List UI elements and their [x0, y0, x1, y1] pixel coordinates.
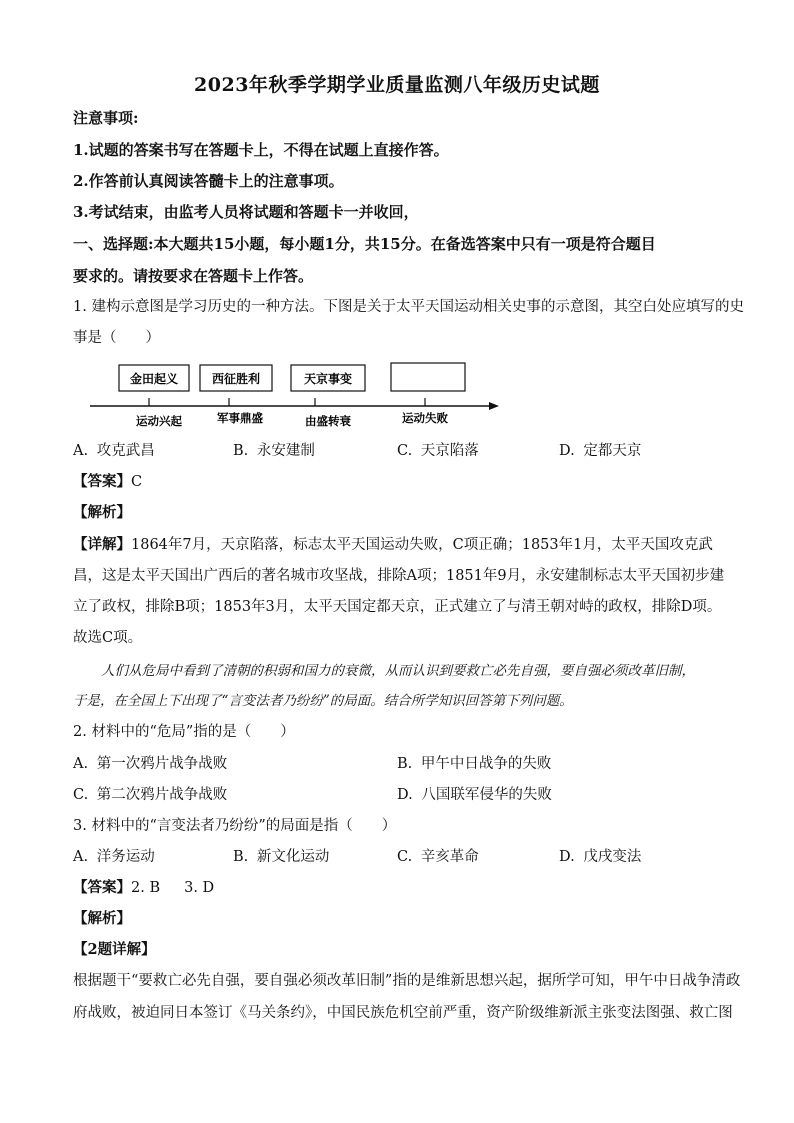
timeline-box-2 [200, 365, 272, 391]
section-heading-line-2: 要求的。请按要求在答题卡上作答。 [73, 267, 314, 285]
q3-option-c [397, 847, 479, 867]
option-letter: C. [73, 787, 89, 803]
q2-detail-line-1: 根据题干“要救亡必先自强，要自强必须改革旧制”指的是维新思想兴起，据所学可知，甲午中日战争清政 [73, 973, 741, 989]
notice-item-2: 2.作答前认真阅读答髓卡上的注意事项。 [73, 172, 344, 190]
q2-detail-line-2: 府战败，被迫同日本签订《马关条约》，中国民族危机空前严重，资产阶级维新派主张变法图强、救亡图 [73, 1005, 733, 1021]
answer-value: C [131, 474, 143, 490]
timeline-box-label-2: 西征胜利 [211, 372, 261, 386]
option-text: 八国联军侵华的失败 [421, 787, 552, 803]
q1-answer [73, 472, 723, 492]
q23-analysis-tag [73, 909, 723, 929]
q1-option-a [73, 441, 155, 461]
material-line-2: 于是，在全国上下出现了“言变法者乃纷纷”的局面。结合所学知识回答第下列问题。 [73, 693, 573, 709]
q1-option-b [233, 441, 315, 461]
q3-option-a [73, 847, 155, 867]
q23-answer [73, 878, 723, 898]
option-letter: D. [397, 787, 413, 803]
timeline-stage-2: 军事鼎盛 [217, 411, 263, 425]
timeline-diagram [85, 358, 505, 433]
option-text: 新文化运动 [256, 849, 330, 865]
option-text: 洋务运动 [96, 849, 155, 865]
option-text: 第一次鸦片战争战败 [96, 756, 228, 772]
q1-option-c [397, 441, 479, 461]
q2-option-b [397, 754, 551, 774]
page-title: 2023年秋季学期学业质量监测八年级历史试题 [194, 74, 600, 96]
q3-stem: 3. 材料中的“言变法者乃纷纷”的局面是指（ ） [73, 818, 397, 834]
q1-detail-line-4: 故选C项。 [73, 630, 143, 646]
timeline-stage-1: 运动兴起 [136, 414, 182, 428]
option-text: 第二次鸦片战争战败 [96, 787, 228, 803]
q2-stem: 2. 材料中的“危局”指的是（ ） [73, 724, 295, 740]
option-letter: D. [559, 443, 575, 459]
option-letter: B. [233, 849, 249, 865]
analysis-tag: 【解析】 [73, 910, 131, 927]
q3-option-d [559, 847, 641, 867]
option-letter: B. [397, 756, 413, 772]
answer-q3: 3. D [184, 880, 215, 896]
detail-tag: 【详解】 [73, 536, 131, 553]
option-text: 攻克武昌 [96, 443, 155, 459]
option-text: 天京陷落 [420, 443, 479, 459]
q1-stem-line-1: 1. 建构示意图是学习历史的一种方法。下图是关于太平天国运动相关史事的示意图，其空白处应填写的史 [73, 299, 744, 315]
answer-tag: 【答案】 [73, 879, 131, 896]
option-letter: C. [397, 443, 413, 459]
q1-detail-line-1 [73, 535, 723, 555]
timeline-stage-3: 由盛转衰 [305, 414, 351, 428]
detail-text: 1864年7月，天京陷落，标志太平天国运动失败，C项正确；1853年1月，太平天国攻克武 [131, 537, 713, 553]
timeline-box-label-1: 金田起义 [129, 372, 179, 386]
material-line-1: 人们从危局中看到了清朝的积弱和国力的衰微，从而认识到要救亡必先自强，要自强必须改革旧制， [101, 663, 695, 679]
section-heading-line-1: 一、选择题:本大题共15小题，每小题1分，共15分。在备选答案中只有一项是符合题目 [73, 235, 656, 253]
timeline-box-3 [291, 365, 365, 391]
q1-analysis-tag [73, 503, 723, 523]
timeline-box-label-3: 天京事变 [303, 372, 353, 386]
notice-item-3: 3.考试结束，由监考人员将试题和答题卡一并收回， [73, 203, 419, 221]
option-text: 戊戌变法 [583, 849, 642, 865]
answer-q2: 2. B [131, 880, 161, 896]
option-text: 永安建制 [256, 443, 315, 459]
q3-option-b [233, 847, 329, 867]
option-text: 辛亥革命 [420, 849, 479, 865]
q2-detail-tag [73, 940, 723, 960]
timeline-stage-4: 运动失败 [402, 411, 448, 425]
option-letter: C. [397, 849, 413, 865]
option-letter: D. [559, 849, 575, 865]
detail-tag: 【2题详解】 [73, 941, 156, 958]
q2-option-c [73, 785, 227, 805]
option-letter: A. [73, 849, 89, 865]
option-text: 甲午中日战争的失败 [420, 756, 552, 772]
q1-stem-line-2: 事是（ ） [73, 330, 160, 346]
timeline-box-1 [119, 365, 189, 391]
option-letter: B. [233, 443, 249, 459]
q1-detail-line-3: 立了政权，排除B项；1853年3月，太平天国定都天京，正式建立了与清王朝对峙的政权，排除D项。 [73, 599, 722, 615]
q1-option-d [559, 441, 641, 461]
answer-tag: 【答案】 [73, 473, 131, 490]
option-text: 定都天京 [583, 443, 642, 459]
q2-option-a [73, 754, 227, 774]
timeline-arrow [489, 402, 499, 410]
notice-item-1: 1.试题的答案书写在答题卡上，不得在试题上直接作答。 [73, 141, 449, 159]
q1-detail-line-2: 昌，这是太平天国出广西后的著名城市攻坚战，排除A项；1851年9月，永安建制标志太平天国初步建 [73, 568, 725, 584]
analysis-tag: 【解析】 [73, 504, 131, 521]
timeline-box-4 [391, 363, 465, 391]
q2-option-d [397, 785, 552, 805]
option-letter: A. [73, 443, 89, 459]
option-letter: A. [73, 756, 89, 772]
notice-heading: 注意事项: [73, 109, 139, 127]
